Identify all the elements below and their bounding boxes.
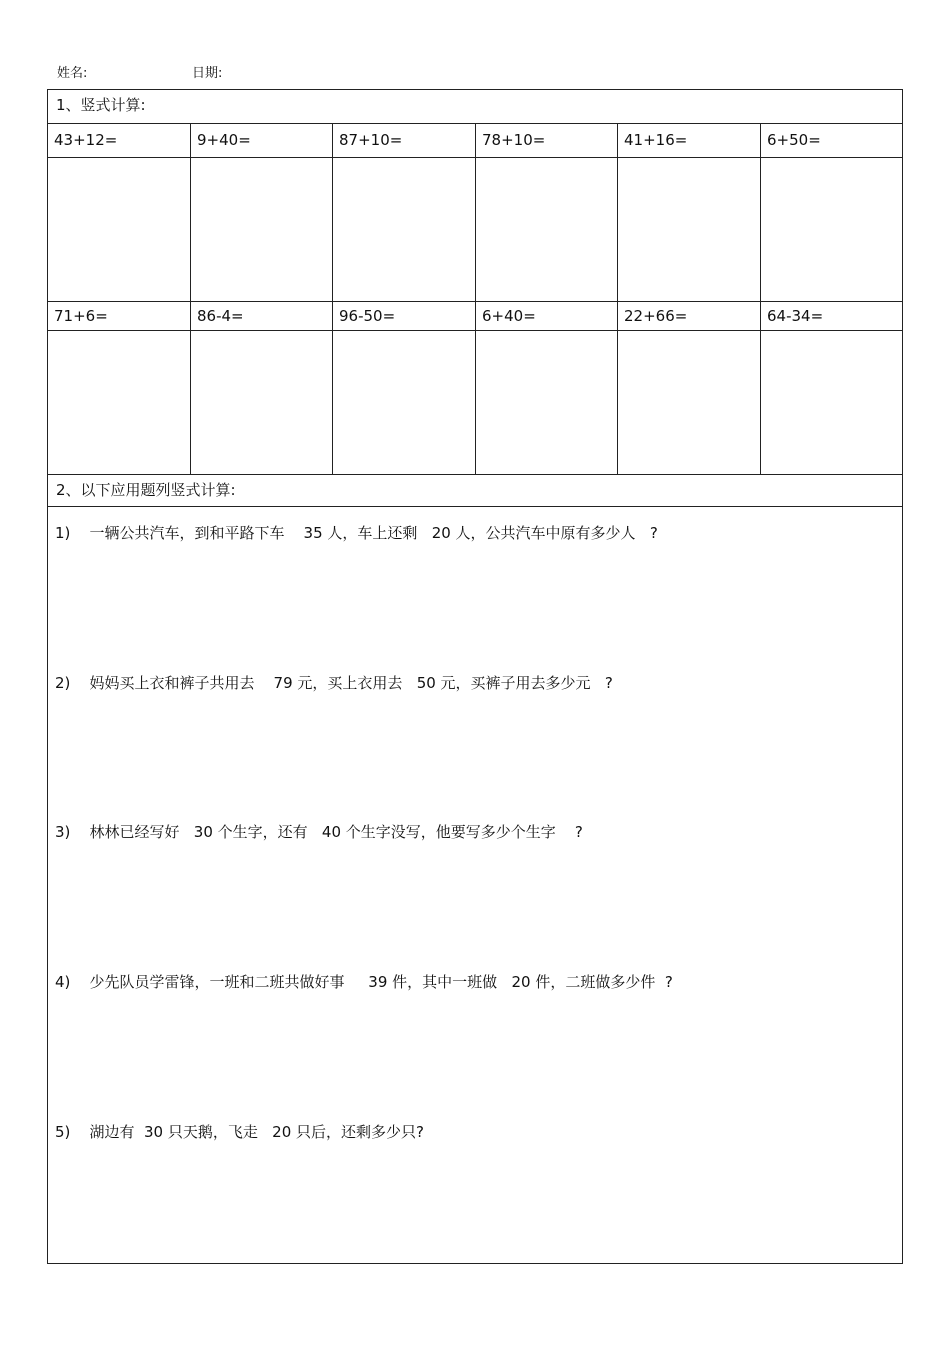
work-space[interactable] — [761, 158, 902, 301]
section2-title: 2、以下应用题列竖式计算: — [48, 475, 902, 507]
work-space[interactable] — [191, 331, 333, 474]
problem-cell: 87+10= — [333, 124, 476, 157]
work-row-1 — [48, 158, 902, 302]
problem-row-1 — [48, 124, 902, 158]
work-space[interactable] — [333, 331, 476, 474]
work-space[interactable] — [618, 331, 761, 474]
work-space[interactable] — [618, 158, 761, 301]
work-space[interactable] — [476, 331, 618, 474]
word-problem-4: 4) 少先队员学雷锋，一班和二班共做好事 39 件，其中一班做 20 件，二班做多少件 ? — [55, 973, 673, 991]
problem-cell: 9+40= — [191, 124, 333, 157]
problem-cell: 96-50= — [333, 302, 476, 330]
work-space[interactable] — [333, 158, 476, 301]
work-row-2 — [48, 331, 902, 475]
problem-cell: 43+12= — [48, 124, 191, 157]
problem-cell: 6+40= — [476, 302, 618, 330]
section1-title: 1、竖式计算: — [48, 90, 902, 124]
name-label: 姓名: — [57, 66, 88, 81]
problem-cell: 71+6= — [48, 302, 191, 330]
word-problem-1: 1) 一辆公共汽车，到和平路下车 35 人，车上还剩 20 人，公共汽车中原有多少人 ? — [55, 524, 658, 542]
word-problem-3: 3) 林林已经写好 30 个生字，还有 40 个生字没写，他要写多少个生字 ? — [55, 823, 583, 841]
problem-cell: 86-4= — [191, 302, 333, 330]
date-label: 日期: — [192, 66, 223, 81]
problem-cell: 78+10= — [476, 124, 618, 157]
problem-cell: 6+50= — [767, 131, 821, 149]
problem-cell: 41+16= — [618, 124, 761, 157]
word-problem-5: 5) 湖边有 30 只天鹅，飞走 20 只后，还剩多少只? — [55, 1123, 424, 1141]
problem-row-2 — [48, 302, 902, 331]
work-space[interactable] — [191, 158, 333, 301]
work-space[interactable] — [476, 158, 618, 301]
work-space[interactable] — [48, 158, 191, 301]
work-space[interactable] — [761, 331, 902, 474]
problem-cell: 22+66= — [618, 302, 761, 330]
worksheet-table — [47, 89, 903, 1264]
word-problem-2: 2) 妈妈买上衣和裤子共用去 79 元，买上衣用去 50 元，买裤子用去多少元 ? — [55, 674, 613, 692]
work-space[interactable] — [48, 331, 191, 474]
problem-cell: 64-34= — [767, 307, 824, 325]
